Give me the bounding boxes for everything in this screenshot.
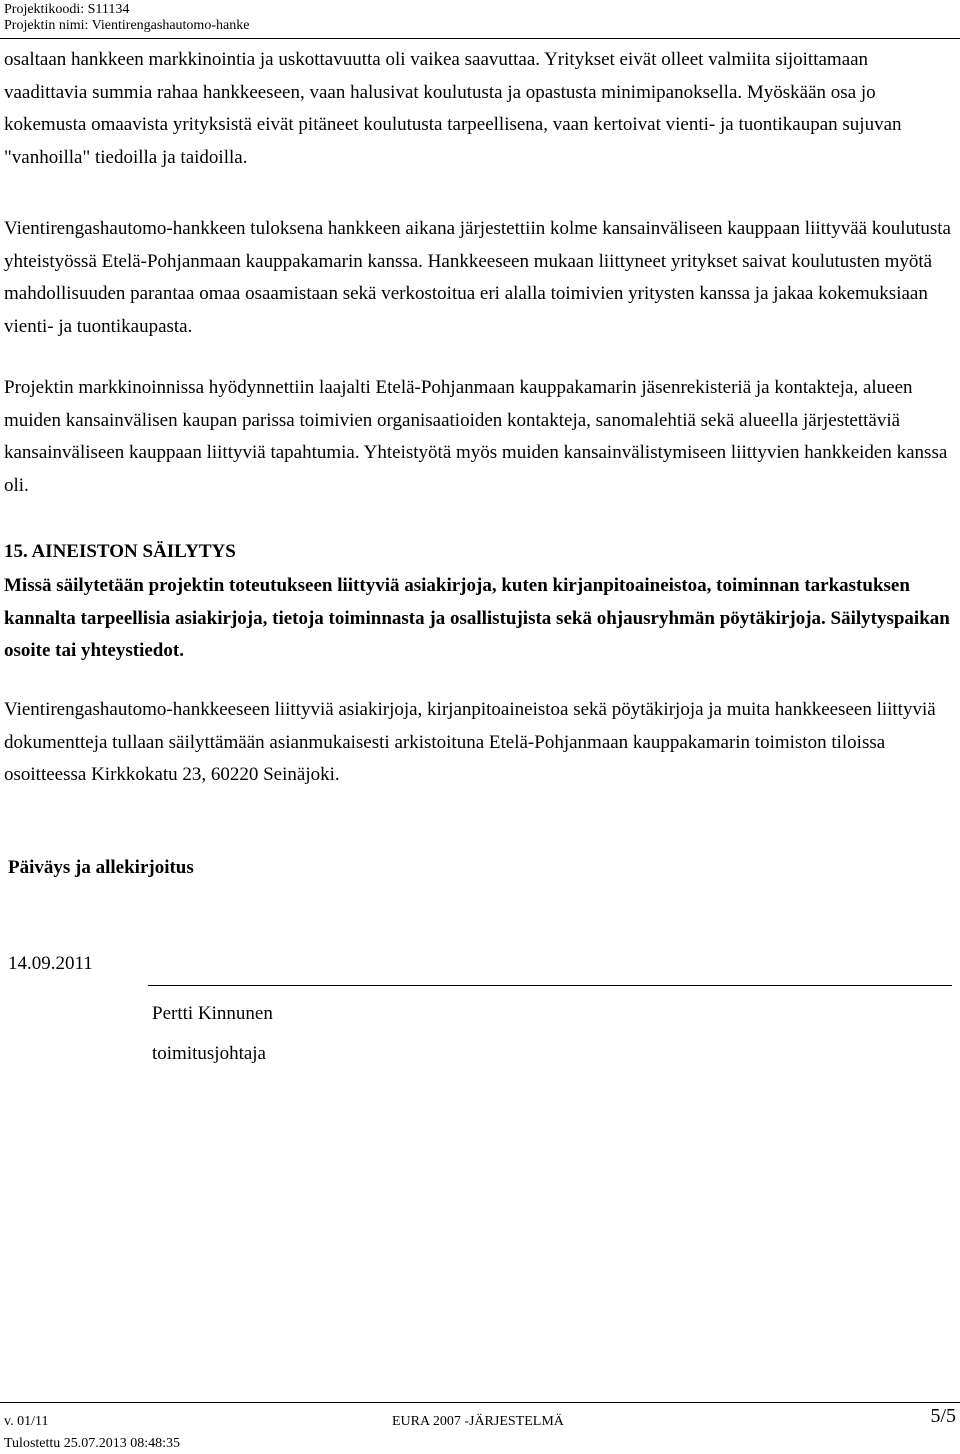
signer-title: toimitusjohtaja [152,1043,266,1064]
project-name: Projektin nimi: Vientirengashautomo-hanke [4,18,250,33]
header-divider [0,38,960,39]
page-number: 5/5 [930,1405,956,1427]
footer-printed: Tulostettu 25.07.2013 08:48:35 [4,1436,181,1451]
footer-version: v. 01/11 [4,1414,49,1429]
signer-name: Pertti Kinnunen [152,1003,273,1024]
signature-date: 14.09.2011 [8,953,93,974]
body-paragraph-4: Vientirengashautomo-hankkeeseen liittyviä asiakirjoja, kirjanpitoaineistoa sekä pöytäkirjoja ja muita hankkeeseen liittyviä dokumentteja tullaan säilyttämään asianmukaisesti arkistoituna Etelä-Pohjanmaan kauppakamarin toimiston tiloissa osoitteessa Kirkkokatu 23, 60220 Seinäjoki. [4,699,936,786]
project-code: Projektikoodi: S11134 [4,2,130,17]
body-paragraph-3: Projektin markkinoinnissa hyödynnettiin laajalti Etelä-Pohjanmaan kauppakamarin jäsenrekisteriä ja kontakteja, alueen muiden kansainvälisen kaupan parissa toimivien organisaatioiden kontakteja, sanomalehtiä sekä alueella järjestettäviä kansainväliseen kauppaan liittyviä tapahtumia. Yhteistyötä myös muiden kansainvälistymiseen liittyvien hankkeiden kanssa oli. [4,377,948,496]
section-question: Missä säilytetään projektin toteutukseen liittyviä asiakirjoja, kuten kirjanpitoaineistoa, toiminnan tarkastuksen kannalta tarpeellisia asiakirjoja, tietoja toiminnasta ja osallistujista sekä ohjausryhmän pöytäkirjoja. Säilytyspaikan osoite tai yhteystiedot. [4,575,950,662]
section-title: 15. AINEISTON SÄILYTYS [4,541,236,562]
signature-heading: Päiväys ja allekirjoitus [8,857,194,878]
footer-system: EURA 2007 -JÄRJESTELMÄ [392,1414,564,1429]
signature-line [148,985,952,986]
body-paragraph-1: osaltaan hankkeen markkinointia ja uskottavuutta oli vaikea saavuttaa. Yritykset eivät olleet valmiita sijoittamaan vaadittavia summia rahaa hankkeeseen, vaan halusivat koulutusta ja opastusta minimipanoksella. Myöskään osa jo kokemusta omaavista yrityksistä eivät pitäneet koulutusta tarpeellisena, vaan kertoivat vienti- ja tuontikaupan sujuvan "vanhoilla" tiedoilla ja taidoilla. [4,49,902,168]
footer-divider [0,1402,960,1403]
body-paragraph-2: Vientirengashautomo-hankkeen tuloksena hankkeen aikana järjestettiin kolme kansainväliseen kauppaan liittyvää koulutusta yhteistyössä Etelä-Pohjanmaan kauppakamarin kanssa. Hankkeeseen mukaan liittyneet yritykset saivat koulutusten myötä mahdollisuuden parantaa omaa osaamistaan sekä verkostoitua eri alalla toimivien yritysten kanssa ja jakaa kokemuksiaan vienti- ja tuontikaupasta. [4,218,951,337]
